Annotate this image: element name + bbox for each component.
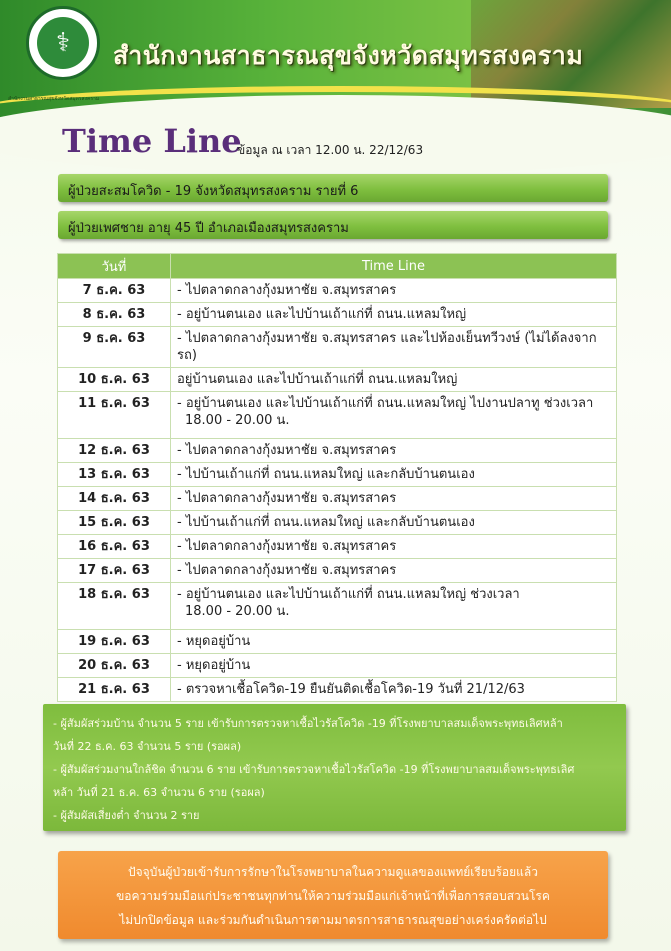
ministry-logo — [26, 6, 100, 80]
column-header-date: วันที่ — [58, 254, 171, 279]
row-date: 9 ธ.ค. 63 — [58, 327, 171, 368]
table-row — [58, 678, 617, 702]
org-subtitle: สำนักงานสาธารณสุขจังหวัดสมุทรสงคราม — [8, 96, 100, 102]
table-row — [58, 463, 617, 487]
row-date: 16 ธ.ค. 63 — [58, 535, 171, 559]
table-row — [58, 279, 617, 303]
row-date: 12 ธ.ค. 63 — [58, 439, 171, 463]
contacts-household-date: วันที่ 22 ธ.ค. 63 จำนวน 5 ราย (รอผล) — [53, 740, 242, 753]
table-row — [58, 327, 617, 368]
row-activity: - ไปตลาดกลางกุ้งมหาชัย จ.สมุทรสาคร — [171, 559, 617, 583]
header-banner — [0, 0, 671, 125]
row-activity: - ไปตลาดกลางกุ้งมหาชัย จ.สมุทรสาคร — [171, 487, 617, 511]
row-date: 21 ธ.ค. 63 — [58, 678, 171, 702]
row-activity: - ไปตลาดกลางกุ้งมหาชัย จ.สมุทรสาคร — [171, 535, 617, 559]
contacts-low-risk: - ผู้สัมผัสเสี่ยงต่ำ จำนวน 2 ราย — [53, 809, 200, 822]
table-row — [58, 439, 617, 463]
row-activity: - ไปบ้านเถ้าแก่ที่ ถนน.แหลมใหญ่ และกลับบ้านตนเอง — [171, 511, 617, 535]
caduceus-icon: ⚕ — [37, 17, 89, 69]
row-activity: - ไปตลาดกลางกุ้งมหาชัย จ.สมุทรสาคร และไปห้องเย็นทวีวงษ์ (ไม่ได้ลงจากรถ) — [171, 327, 617, 368]
row-activity-line: - อยู่บ้านตนเอง และไปบ้านเถ้าแก่ที่ ถนน.แหลมใหญ่ ช่วงเวลา — [177, 587, 520, 602]
table-row — [58, 368, 617, 392]
row-activity: อยู่บ้านตนเอง และไปบ้านเถ้าแก่ที่ ถนน.แหลมใหญ่ — [171, 368, 617, 392]
table-row — [58, 583, 617, 630]
row-date: 13 ธ.ค. 63 — [58, 463, 171, 487]
row-date: 15 ธ.ค. 63 — [58, 511, 171, 535]
row-activity — [171, 583, 617, 630]
row-date: 7 ธ.ค. 63 — [58, 279, 171, 303]
row-date: 11 ธ.ค. 63 — [58, 392, 171, 439]
table-row — [58, 559, 617, 583]
row-activity: - อยู่บ้านตนเอง และไปบ้านเถ้าแก่ที่ ถนน.แหลมใหญ่ — [171, 303, 617, 327]
timeline-as-of: ข้อมูล ณ เวลา 12.00 น. 22/12/63 — [237, 143, 424, 157]
timeline-table — [57, 253, 617, 702]
row-activity: - หยุดอยู่บ้าน — [171, 630, 617, 654]
org-title: สำนักงานสาธารณสุขจังหวัดสมุทรสงคราม — [113, 41, 584, 70]
table-row — [58, 487, 617, 511]
row-activity — [171, 392, 617, 439]
row-date: 20 ธ.ค. 63 — [58, 654, 171, 678]
table-row — [58, 654, 617, 678]
table-row — [58, 303, 617, 327]
row-date: 14 ธ.ค. 63 — [58, 487, 171, 511]
table-row — [58, 630, 617, 654]
table-row — [58, 511, 617, 535]
contacts-coworkers-date: หล้า วันที่ 21 ธ.ค. 63 จำนวน 6 ราย (รอผล) — [53, 786, 265, 799]
column-header-timeline: Time Line — [171, 254, 617, 279]
row-date: 10 ธ.ค. 63 — [58, 368, 171, 392]
contacts-box — [43, 704, 626, 831]
row-activity: - ไปตลาดกลางกุ้งมหาชัย จ.สมุทรสาคร — [171, 439, 617, 463]
notice-line-3: ไม่ปกปิดข้อมูล และร่วมกันดำเนินการตามมาตรการสาธารณสุขอย่างเคร่งครัดต่อไป — [119, 913, 547, 927]
row-date: 18 ธ.ค. 63 — [58, 583, 171, 630]
notice-line-2: ขอความร่วมมือแก่ประชาชนทุกท่านให้ความร่วมมือแก่เจ้าหน้าที่เพื่อการสอบสวนโรค — [116, 889, 550, 903]
notice-line-1: ปัจจุบันผู้ป่วยเข้ารับการรักษาในโรงพยาบาลในความดูแลของแพทย์เรียบร้อยแล้ว — [128, 865, 538, 879]
row-activity: - ไปบ้านเถ้าแก่ที่ ถนน.แหลมใหญ่ และกลับบ้านตนเอง — [171, 463, 617, 487]
contacts-household: - ผู้สัมผัสร่วมบ้าน จำนวน 5 ราย เข้ารับการตรวจหาเชื้อไวรัสโควิด -19 ที่โรงพยาบาลสมเด็จพระพุทธเลิศหล้า — [53, 717, 563, 730]
row-date: 19 ธ.ค. 63 — [58, 630, 171, 654]
contacts-coworkers: - ผู้สัมผัสร่วมงานใกล้ชิด จำนวน 6 ราย เข้ารับการตรวจหาเชื้อไวรัสโควิด -19 ที่โรงพยาบาลสมเด็จพระพุทธเลิศ — [53, 763, 575, 776]
row-activity: - หยุดอยู่บ้าน — [171, 654, 617, 678]
row-activity: - ตรวจหาเชื้อโควิด-19 ยืนยันติดเชื้อโควิด-19 วันที่ 21/12/63 — [171, 678, 617, 702]
row-activity-time: 18.00 - 20.00 น. — [185, 413, 290, 428]
row-activity-line: - อยู่บ้านตนเอง และไปบ้านเถ้าแก่ที่ ถนน.แหลมใหญ่ ไปงานปลาทู ช่วงเวลา — [177, 396, 594, 411]
notice-box — [58, 851, 608, 939]
row-activity-time: 18.00 - 20.00 น. — [185, 604, 290, 619]
case-number-banner: ผู้ป่วยสะสมโควิด - 19 จังหวัดสมุทรสงคราม รายที่ 6 — [58, 174, 608, 202]
patient-info-banner: ผู้ป่วยเพศชาย อายุ 45 ปี อำเภอเมืองสมุทรสงคราม — [58, 211, 608, 239]
table-row — [58, 392, 617, 439]
row-activity: - ไปตลาดกลางกุ้งมหาชัย จ.สมุทรสาคร — [171, 279, 617, 303]
row-date: 8 ธ.ค. 63 — [58, 303, 171, 327]
row-date: 17 ธ.ค. 63 — [58, 559, 171, 583]
timeline-title: Time Line — [62, 122, 242, 160]
table-row — [58, 535, 617, 559]
